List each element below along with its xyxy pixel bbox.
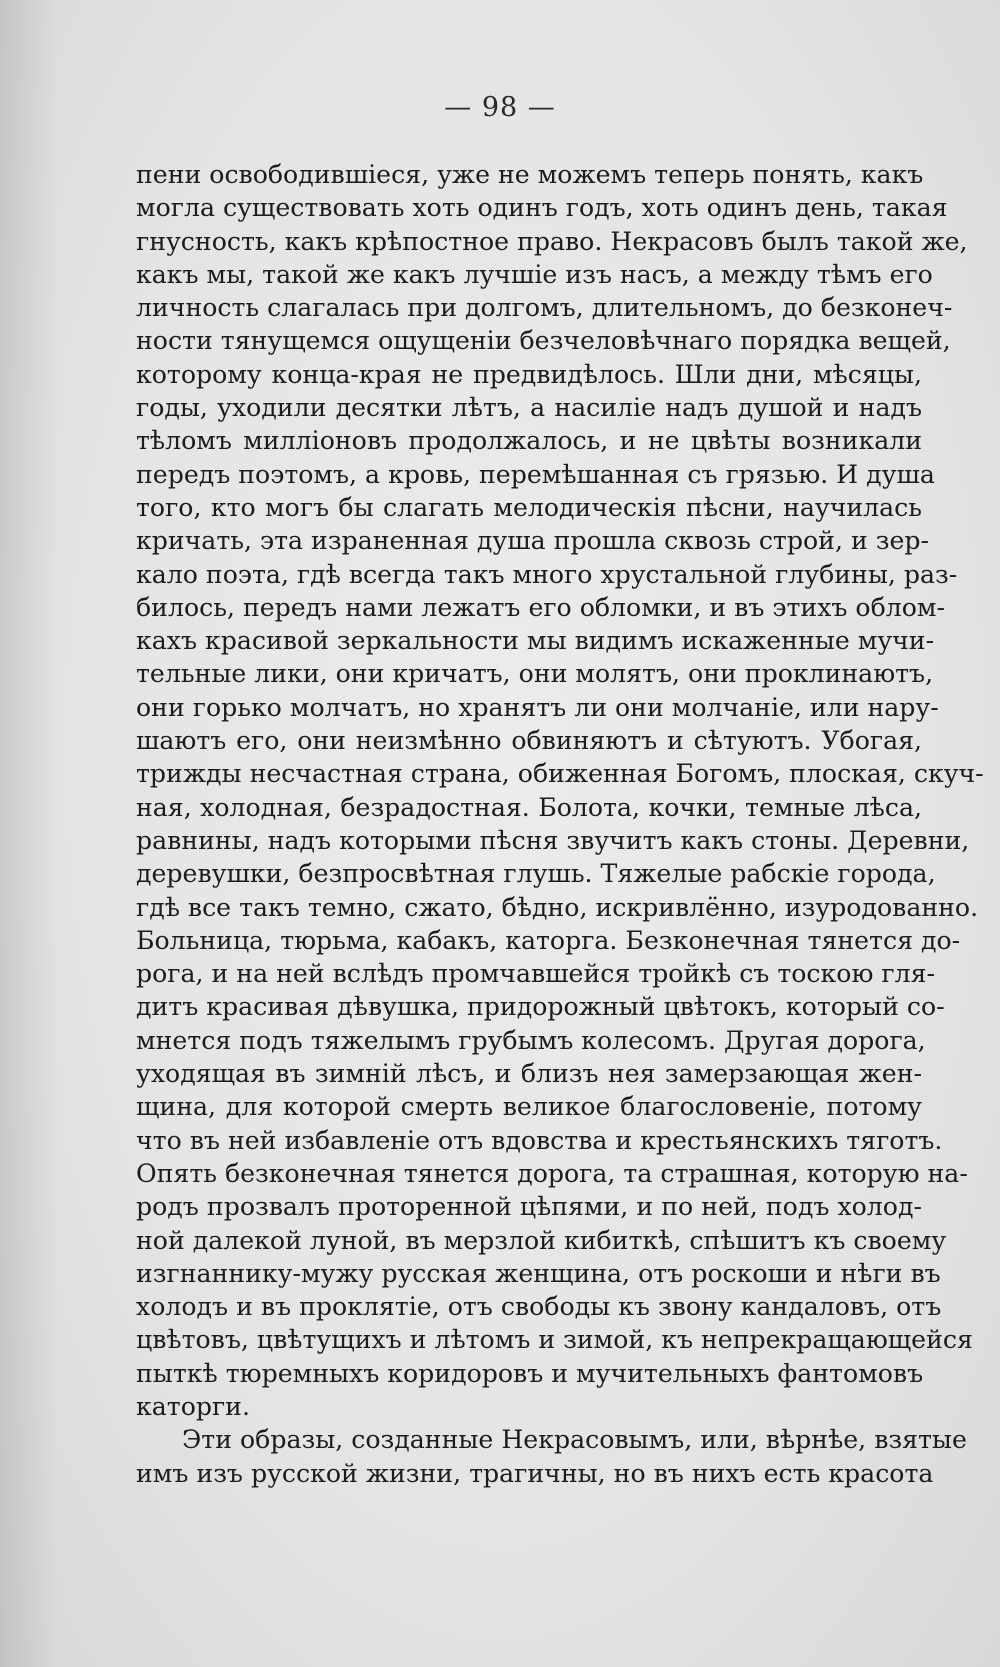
text-line: пени освободившiеся, уже не можемъ теперь понять, какъ [136,160,924,189]
text-line: цвѣтовъ, цвѣтущихъ и лѣтомъ и зимой, къ непрекращающейся [136,1325,973,1355]
text-line: пыткѣ тюремныхъ коридоровъ и мучительныхъ фантомовъ [136,1358,924,1388]
text-line: Больница, тюрьма, кабакъ, каторга. Безконечная тянется до- [136,925,961,955]
text-line: они горько молчатъ, но хранятъ ли они молчанiе, или нару- [136,692,939,722]
text-line: щина, для которой смерть великое благословенiе, потому [136,1092,922,1122]
text-line: кало поэта, гдѣ всегда такъ много хрустальной глубины, раз- [136,559,958,589]
text-line: Опять безконечная тянется дорога, та страшная, которую на- [136,1158,968,1188]
text-line: родъ прозвалъ протоpенной цѣпями, и по ней, подъ холод- [136,1192,922,1222]
text-line: имъ изъ русской жизни, трагичны, но въ нихъ есть красота [136,1458,934,1488]
text-line: могла существовать хоть одинъ годъ, хоть одинъ день, такая [136,193,948,223]
text-line: уходящая въ зимнiй лѣсъ, и близъ нея замерзающая жен- [136,1059,922,1089]
text-line: ной далекой луной, въ мерзлой кибиткѣ, спѣшитъ къ своему [136,1225,947,1255]
text-line: годы, уходили десятки лѣтъ, а насилiе надъ душой и надъ [136,393,922,423]
text-line: личность слагалась при долгомъ, длительномъ, до безконеч- [136,293,953,323]
text-line: трижды несчастная страна, обиженная Богомъ, плоская, скуч- [136,759,984,789]
paragraph-1 [136,158,984,1423]
text-line: тельные лики, они кричатъ, они молятъ, они проклинаютъ, [136,659,934,689]
text-line: передъ поэтомъ, а кровь, перемѣшанная съ грязью. И душа [136,459,935,489]
text-line: какъ мы, такой же какъ лучшiе изъ насъ, а между тѣмъ его [136,259,933,289]
text-line: которому конца-края не предвидѣлось. Шли дни, мѣсяцы, [136,359,922,389]
paragraph-2 [136,1423,967,1490]
text-line: кахъ красивой зеркальности мы видимъ искаженные мучи- [136,626,935,656]
page-edge-shadow [0,0,60,1667]
text-line: деревушки, безпросвѣтная глушь. Тяжелые рабскiе города, [136,859,936,889]
text-line: того, кто могъ бы слагать мелодическiя пѣсни, научилась [136,492,922,522]
text-line: гдѣ все такъ темно, сжато, бѣдно, искривлённо, изуродованно. [136,892,979,922]
text-line: кричать, эта израненная душа прошла сквозь строй, и зер- [136,526,930,556]
text-line: ности тянущемся ощущенiи безчеловѣчнаго порядка вещей, [136,326,951,356]
text-line: равнины, надъ которыми пѣсня звучитъ какъ стоны. Деревни, [136,825,970,855]
text-line: мнется подъ тяжелымъ грубымъ колесомъ. Другая дорога, [136,1025,926,1055]
text-line: что въ ней избавленiе отъ вдовства и крестьянскихъ тяготъ. [136,1125,943,1155]
text-line: Эти образы, созданные Некрасовымъ, или, вѣрнѣе, взятые [182,1425,967,1455]
page-number: — 98 — [444,92,556,123]
text-line: ная, холодная, безрадостная. Болота, кочки, темные лѣса, [136,792,922,822]
text-line: каторги. [136,1391,250,1421]
text-line: шаютъ его, они неизмѣнно обвиняютъ и сѣтуютъ. Убогая, [136,726,922,756]
text-line: тѣломъ миллiоновъ продолжалось, и не цвѣты возникали [136,426,922,456]
text-line: изгнаннику-мужу русская женщина, отъ роскоши и нѣги въ [136,1258,941,1288]
text-line: холодъ и въ проклятiе, отъ свободы къ звону кандаловъ, отъ [136,1292,942,1322]
body-text [136,158,984,1490]
text-line: дитъ красивая дѣвушка, придорожный цвѣтокъ, который со- [136,992,945,1022]
text-line: билось, передъ нами лежатъ его обломки, и въ этихъ облом- [136,592,946,622]
text-line: гнусность, какъ крѣпостное право. Некрасовъ былъ такой же, [136,226,968,256]
text-line: рога, и на ней вслѣдъ промчавшейся тройкѣ съ тоскою гля- [136,959,935,989]
